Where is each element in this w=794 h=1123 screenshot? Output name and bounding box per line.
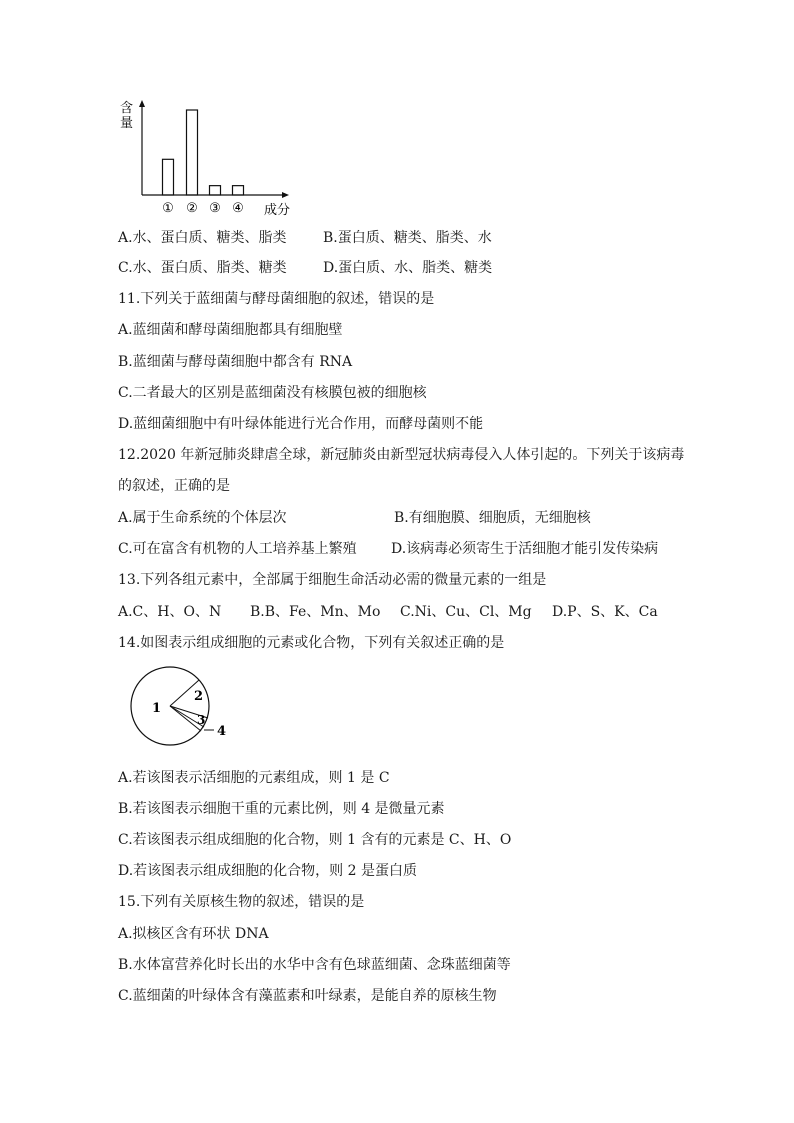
bar-3 [210,186,221,195]
q11-option-c: C.二者最大的区别是蓝细菌没有核膜包被的细胞核 [118,385,427,401]
q12-option-d: D.该病毒必须寄生于活细胞才能引发传染病 [391,541,659,557]
q12-option-a: A.属于生命系统的个体层次 [118,510,287,526]
q10-option-b: B.蛋白质、糖类、脂类、水 [323,230,492,246]
x-axis-arrow [282,192,289,198]
q14-stem: 14.如图表示组成细胞的元素或化合物，下列有关叙述正确的是 [118,635,505,651]
q14-option-c: C.若该图表示组成细胞的化合物，则 1 含有的元素是 C、H、O [118,832,512,848]
q15-option-c: C.蓝细菌的叶绿体含有藻蓝素和叶绿素，是能自养的原核生物 [118,988,497,1004]
q10-option-c: C.水、蛋白质、脂类、糖类 [118,260,287,276]
q13-option-a: A.C、H、O、N [118,604,222,620]
bar-label-3: ③ [209,201,221,216]
bar-4 [233,186,244,195]
q13-option-c: C.Ni、Cu、Cl、Mg [400,604,532,620]
y-axis-label-line1: 含 [120,101,134,116]
pie-label-4: 4 [217,724,227,739]
q10-option-a: A.水、蛋白质、糖类、脂类 [118,230,287,246]
q15-option-b: B.水体富营养化时长出的水华中含有色球蓝细菌、念珠蓝细菌等 [118,957,511,973]
q13-stem: 13.下列各组元素中，全部属于细胞生命活动必需的微量元素的一组是 [118,572,547,588]
q14-option-b: B.若该图表示细胞干重的元素比例，则 4 是微量元素 [118,801,445,817]
composition-bar-figure [118,96,308,218]
q13-option-b: B.B、Fe、Mn、Mo [250,604,381,620]
bar-label-2: ② [186,201,198,216]
pie-label-1: 1 [152,701,162,716]
y-axis-arrow [139,100,145,107]
q13-option-d: D.P、S、K、Ca [552,604,658,620]
bar-label-1: ① [162,201,174,216]
bar-1 [163,159,174,195]
q12-option-b: B.有细胞膜、细胞质，无细胞核 [394,510,591,526]
bar-label-4: ④ [232,201,244,216]
q15-option-a: A.拟核区含有环状 DNA [118,926,269,942]
bar-2 [187,110,198,195]
pie-label-2: 2 [194,689,204,704]
pie-label-3: 3 [197,713,206,727]
q11-stem: 11.下列关于蓝细菌与酵母菌细胞的叙述，错误的是 [118,291,435,307]
q14-option-a: A.若该图表示活细胞的元素组成，则 1 是 C [118,770,390,786]
q11-option-d: D.蓝细菌细胞中有叶绿体能进行光合作用，而酵母菌则不能 [118,416,484,432]
q11-option-b: B.蓝细菌与酵母菌细胞中都含有 RNA [118,354,353,370]
composition-pie-figure [118,662,248,762]
q11-option-a: A.蓝细菌和酵母菌细胞都具有细胞壁 [118,322,343,338]
q14-option-d: D.若该图表示组成细胞的化合物，则 2 是蛋白质 [118,863,417,879]
y-axis-label-line2: 量 [120,116,134,131]
q10-option-d: D.蛋白质、水、脂类、糖类 [323,260,493,276]
q12-stem-line1: 12.2020 年新冠肺炎肆虐全球，新冠肺炎由新型冠状病毒侵入人体引起的。下列关于该病毒 [118,447,685,463]
q15-stem: 15.下列有关原核生物的叙述，错误的是 [118,894,365,910]
q12-stem-line2: 的叙述，正确的是 [118,478,230,494]
q12-option-c: C.可在富含有机物的人工培养基上繁殖 [118,541,357,557]
x-axis-label: 成分 [264,203,291,218]
